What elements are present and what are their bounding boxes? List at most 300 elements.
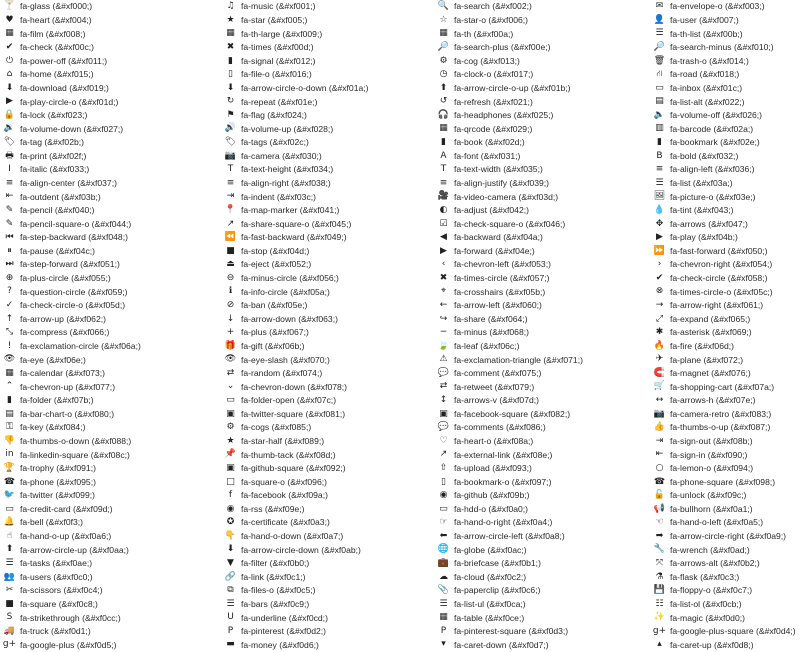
bar-chart-o-icon: ▤ bbox=[5, 408, 14, 419]
icon-entry bbox=[221, 244, 434, 258]
icon-entry bbox=[221, 41, 434, 55]
icon-entry bbox=[650, 353, 800, 367]
icon-entry bbox=[650, 570, 800, 584]
icon-entry bbox=[221, 530, 434, 544]
icon-label: fa-linkedin-square (&#xf08c;) bbox=[20, 449, 130, 460]
tags-icon: 🏷 bbox=[224, 137, 237, 148]
icon-label: fa-times (&#xf00d;) bbox=[241, 42, 314, 53]
icon-entry bbox=[221, 448, 434, 462]
icon-entry bbox=[434, 163, 650, 177]
icon-entry bbox=[221, 109, 434, 123]
icon-label: fa-exclamation-circle (&#xf06a;) bbox=[20, 340, 141, 351]
arrows-alt-icon: ⤧ bbox=[655, 557, 664, 568]
search-plus-icon: 🔎 bbox=[437, 42, 450, 53]
icon-label: fa-inbox (&#xf01c;) bbox=[670, 82, 743, 93]
icon-label: fa-cog (&#xf013;) bbox=[454, 55, 520, 66]
minus-circle-icon: ⊖ bbox=[226, 272, 235, 283]
truck-icon: 🚚 bbox=[3, 625, 16, 636]
icon-label: fa-calendar (&#xf073;) bbox=[20, 368, 106, 379]
adjust-icon: ◐ bbox=[439, 204, 448, 215]
icon-label: fa-times-circle (&#xf057;) bbox=[454, 273, 550, 284]
external-link-icon: ↗ bbox=[439, 449, 448, 460]
icon-entry bbox=[434, 190, 650, 204]
icon-label: fa-power-off (&#xf011;) bbox=[20, 55, 108, 66]
icon-label: fa-plus-circle (&#xf055;) bbox=[20, 273, 111, 284]
icon-entry bbox=[434, 54, 650, 68]
hand-o-left-icon: ☜ bbox=[655, 517, 664, 528]
icon-entry bbox=[434, 502, 650, 516]
icon-label: fa-trash-o (&#xf014;) bbox=[670, 55, 749, 66]
icon-label: fa-phone (&#xf095;) bbox=[20, 476, 96, 487]
list-ol-icon: ☷ bbox=[655, 598, 664, 609]
users-icon: 👥 bbox=[3, 571, 16, 582]
icon-label: fa-filter (&#xf0b0;) bbox=[241, 558, 310, 569]
arrow-circle-right-icon: ➡ bbox=[655, 530, 664, 541]
icon-entry bbox=[221, 543, 434, 557]
sign-in-icon: ⇤ bbox=[655, 449, 664, 460]
link-icon: 🔗 bbox=[224, 571, 237, 582]
icon-entry bbox=[221, 204, 434, 218]
icon-label: fa-retweet (&#xf079;) bbox=[454, 381, 535, 392]
icon-label: fa-tasks (&#xf0ae;) bbox=[20, 558, 93, 569]
icon-entry bbox=[650, 462, 800, 476]
eject-icon: ⏏ bbox=[226, 259, 235, 270]
power-off-icon: ⏻ bbox=[5, 55, 14, 66]
icon-entry bbox=[0, 516, 221, 530]
crosshairs-icon: ⌖ bbox=[440, 286, 447, 297]
twitter-icon: 🐦 bbox=[3, 490, 16, 501]
icon-label: fa-list (&#xf03a;) bbox=[670, 178, 733, 188]
road-icon: ⛙ bbox=[656, 69, 663, 80]
arrow-circle-left-icon: ⬅ bbox=[439, 530, 448, 541]
pencil-square-o-icon: ✎ bbox=[5, 218, 14, 229]
icon-label: fa-shopping-cart (&#xf07a;) bbox=[670, 381, 775, 392]
icon-label: fa-user (&#xf007;) bbox=[670, 15, 739, 26]
repeat-icon: ↻ bbox=[226, 96, 235, 107]
strikethrough-icon: S bbox=[6, 612, 13, 623]
icon-label: fa-pinterest (&#xf0d2;) bbox=[241, 626, 327, 637]
icon-entry bbox=[650, 244, 800, 258]
icon-label: fa-crosshairs (&#xf05b;) bbox=[454, 286, 546, 297]
icon-label: fa-check-square-o (&#xf046;) bbox=[454, 218, 566, 229]
icon-entry bbox=[221, 0, 434, 14]
icon-entry bbox=[434, 597, 650, 611]
icon-label: fa-book (&#xf02d;) bbox=[454, 137, 525, 148]
icon-label: fa-thumb-tack (&#xf08d;) bbox=[241, 449, 336, 460]
icon-label: fa-list-alt (&#xf022;) bbox=[670, 96, 745, 107]
icon-entry bbox=[650, 136, 800, 150]
icon-label: fa-eject (&#xf052;) bbox=[241, 259, 312, 270]
eye-icon: 👁 bbox=[3, 354, 16, 365]
icon-label: fa-google-plus-square (&#xf0d4;) bbox=[670, 626, 796, 637]
icon-label: fa-plus (&#xf067;) bbox=[241, 327, 309, 338]
icon-entry bbox=[0, 95, 221, 109]
google-plus-square-icon: g+ bbox=[652, 625, 667, 636]
icon-entry bbox=[434, 462, 650, 476]
icon-label: fa-exclamation-triangle (&#xf071;) bbox=[454, 354, 583, 365]
phone-square-icon: ☎ bbox=[653, 476, 666, 487]
icon-entry bbox=[650, 625, 800, 639]
icon-label: fa-pause (&#xf04c;) bbox=[20, 245, 95, 256]
check-square-o-icon: ☑ bbox=[439, 218, 448, 229]
icon-label: fa-facebook-square (&#xf082;) bbox=[454, 408, 571, 419]
volume-up-icon: 🔊 bbox=[224, 123, 237, 134]
icon-label: fa-globe (&#xf0ac;) bbox=[454, 544, 527, 555]
align-left-icon: ≡ bbox=[655, 164, 664, 175]
icon-label: fa-th-large (&#xf009;) bbox=[241, 28, 323, 39]
icon-entry bbox=[0, 41, 221, 55]
clock-o-icon: ◷ bbox=[439, 69, 448, 80]
icon-label: fa-truck (&#xf0d1;) bbox=[20, 626, 91, 637]
icon-label: fa-arrows (&#xf047;) bbox=[670, 218, 748, 229]
th-large-icon: ▦ bbox=[226, 28, 235, 39]
icon-entry bbox=[0, 353, 221, 367]
icon-label: fa-wrench (&#xf0ad;) bbox=[670, 544, 750, 555]
icon-entry bbox=[221, 380, 434, 394]
qrcode-icon: ▦ bbox=[439, 123, 448, 134]
icon-entry bbox=[434, 177, 650, 191]
pinterest-icon: P bbox=[227, 625, 234, 636]
glass-icon: 🍸 bbox=[3, 1, 16, 12]
icon-entry bbox=[650, 163, 800, 177]
icon-entry bbox=[434, 516, 650, 530]
icon-entry bbox=[221, 81, 434, 95]
hand-o-down-icon: 👇 bbox=[224, 530, 237, 541]
share-square-o-icon: ↗ bbox=[226, 218, 235, 229]
th-icon: ▦ bbox=[439, 28, 448, 39]
icon-label: fa-plane (&#xf072;) bbox=[670, 354, 744, 365]
icon-label: fa-thumbs-o-up (&#xf087;) bbox=[670, 422, 771, 433]
icon-label: fa-arrow-circle-right (&#xf0a9;) bbox=[670, 531, 787, 542]
icon-label: fa-folder (&#xf07b;) bbox=[20, 395, 94, 406]
icon-entry bbox=[650, 95, 800, 109]
icon-label: fa-info-circle (&#xf05a;) bbox=[241, 286, 330, 297]
font-icon: A bbox=[440, 150, 447, 161]
floppy-o-icon: 💾 bbox=[653, 585, 666, 596]
icon-entry bbox=[0, 149, 221, 163]
icon-entry bbox=[650, 231, 800, 245]
icon-entry bbox=[0, 625, 221, 639]
icon-label: fa-fast-backward (&#xf049;) bbox=[241, 232, 347, 243]
text-height-icon: T bbox=[227, 164, 234, 175]
icon-entry bbox=[434, 570, 650, 584]
square-icon: ■ bbox=[5, 598, 14, 609]
music-icon: ♫ bbox=[226, 1, 235, 12]
icon-entry bbox=[0, 557, 221, 571]
home-icon: ⌂ bbox=[6, 69, 13, 80]
icon-entry bbox=[434, 231, 650, 245]
icon-entry bbox=[650, 326, 800, 340]
filter-icon: ▼ bbox=[227, 557, 234, 568]
icon-entry bbox=[0, 0, 221, 14]
icon-entry bbox=[221, 489, 434, 503]
icon-entry bbox=[0, 475, 221, 489]
icon-label: fa-list-ul (&#xf0ca;) bbox=[454, 598, 526, 609]
icon-label: fa-glass (&#xf000;) bbox=[20, 1, 93, 12]
bell-icon: 🔔 bbox=[3, 517, 16, 528]
icon-entry bbox=[221, 394, 434, 408]
icon-entry bbox=[221, 557, 434, 571]
fast-backward-icon: ⏪ bbox=[224, 232, 237, 243]
icon-label: fa-github (&#xf09b;) bbox=[454, 490, 530, 501]
thumb-tack-icon: 📌 bbox=[224, 449, 237, 460]
icon-label: fa-hand-o-right (&#xf0a4;) bbox=[454, 517, 553, 528]
icon-entry bbox=[650, 380, 800, 394]
icon-label: fa-road (&#xf018;) bbox=[670, 69, 740, 80]
flask-icon: ⚗ bbox=[655, 571, 664, 582]
cog-icon: ⚙ bbox=[439, 55, 448, 66]
icon-label: fa-backward (&#xf04a;) bbox=[454, 232, 543, 243]
icon-label: fa-music (&#xf001;) bbox=[241, 1, 316, 12]
headphones-icon: 🎧 bbox=[437, 109, 450, 120]
icon-entry bbox=[434, 475, 650, 489]
icon-entry bbox=[650, 217, 800, 231]
github-square-icon: ▣ bbox=[226, 462, 235, 473]
icon-label: fa-arrows-h (&#xf07e;) bbox=[670, 395, 756, 406]
retweet-icon: ⇄ bbox=[439, 381, 448, 392]
icon-label: fa-heart (&#xf004;) bbox=[20, 15, 92, 26]
icon-entry bbox=[434, 435, 650, 449]
exclamation-circle-icon: ! bbox=[7, 340, 12, 351]
icon-label: fa-magic (&#xf0d0;) bbox=[670, 612, 745, 623]
pause-icon: ⏸ bbox=[7, 245, 12, 256]
icon-label: fa-flag (&#xf024;) bbox=[241, 110, 307, 121]
minus-icon: − bbox=[439, 327, 448, 338]
icon-entry bbox=[650, 584, 800, 598]
icon-entry bbox=[0, 81, 221, 95]
icon-entry bbox=[650, 285, 800, 299]
comments-icon: 💬 bbox=[437, 422, 450, 433]
icon-entry bbox=[434, 109, 650, 123]
icon-label: fa-fire (&#xf06d;) bbox=[670, 340, 734, 351]
icon-entry bbox=[434, 421, 650, 435]
icon-entry bbox=[434, 285, 650, 299]
chevron-left-icon: ‹ bbox=[441, 259, 446, 270]
icon-entry bbox=[434, 299, 650, 313]
icon-label: fa-video-camera (&#xf03d;) bbox=[454, 191, 559, 202]
icon-label: fa-envelope-o (&#xf003;) bbox=[670, 1, 765, 12]
icon-entry bbox=[650, 258, 800, 272]
icon-entry bbox=[221, 516, 434, 530]
icon-label: fa-table (&#xf0ce;) bbox=[454, 612, 525, 623]
volume-off-icon: 🔈 bbox=[653, 109, 666, 120]
icon-label: fa-caret-down (&#xf0d7;) bbox=[454, 639, 549, 650]
icon-label: fa-magnet (&#xf076;) bbox=[670, 368, 751, 379]
icon-entry bbox=[221, 14, 434, 28]
heart-icon: ♥ bbox=[5, 14, 14, 25]
ban-icon: ⊘ bbox=[226, 300, 235, 310]
icon-label: fa-question-circle (&#xf059;) bbox=[20, 286, 128, 297]
icon-label: fa-star-o (&#xf006;) bbox=[454, 15, 529, 26]
icon-entry bbox=[650, 0, 800, 14]
icon-entry bbox=[434, 448, 650, 462]
icon-entry bbox=[434, 543, 650, 557]
italic-icon: I bbox=[8, 164, 11, 175]
icon-entry bbox=[650, 339, 800, 353]
compress-icon: ⤡ bbox=[5, 327, 14, 338]
key-icon: ⚿ bbox=[6, 422, 13, 433]
icon-label: fa-step-backward (&#xf048;) bbox=[20, 232, 128, 243]
icon-entry bbox=[434, 204, 650, 218]
icon-label: fa-hdd-o (&#xf0a0;) bbox=[454, 503, 529, 514]
book-icon: ▮ bbox=[441, 137, 446, 148]
icon-label: fa-print (&#xf02f;) bbox=[20, 150, 87, 161]
icon-entry bbox=[221, 435, 434, 449]
icon-label: fa-arrow-up (&#xf062;) bbox=[20, 313, 106, 324]
icon-entry bbox=[650, 435, 800, 449]
icon-entry bbox=[434, 394, 650, 408]
icon-entry bbox=[650, 177, 800, 191]
icon-label: fa-arrow-circle-o-up (&#xf01b;) bbox=[454, 82, 571, 93]
icon-label: fa-hand-o-down (&#xf0a7;) bbox=[241, 531, 344, 542]
film-icon: ▦ bbox=[5, 28, 14, 39]
icon-entry bbox=[0, 570, 221, 584]
icon-label: fa-fast-forward (&#xf050;) bbox=[670, 245, 768, 256]
list-ul-icon: ☰ bbox=[439, 598, 448, 609]
wrench-icon: 🔧 bbox=[653, 544, 666, 555]
icon-entry bbox=[434, 272, 650, 286]
download-icon: ⬇ bbox=[5, 82, 14, 93]
icon-label: fa-share (&#xf064;) bbox=[454, 313, 528, 324]
icon-entry bbox=[650, 204, 800, 218]
icon-entry bbox=[434, 95, 650, 109]
icon-entry bbox=[650, 489, 800, 503]
folder-open-icon: ▭ bbox=[226, 395, 235, 406]
icon-label: fa-search-plus (&#xf00e;) bbox=[454, 42, 551, 53]
icon-label: fa-chevron-down (&#xf078;) bbox=[241, 381, 348, 392]
arrow-down-icon: ↓ bbox=[226, 313, 235, 324]
icon-entry bbox=[434, 81, 650, 95]
icon-entry bbox=[221, 584, 434, 598]
icon-label: fa-arrow-right (&#xf061;) bbox=[670, 300, 764, 311]
files-o-icon: ⧉ bbox=[227, 585, 234, 596]
bars-icon: ☰ bbox=[226, 598, 235, 609]
paperclip-icon: 📎 bbox=[437, 585, 450, 596]
arrows-icon: ✥ bbox=[655, 218, 664, 229]
icon-entry bbox=[0, 177, 221, 191]
icon-label: fa-compress (&#xf066;) bbox=[20, 327, 110, 338]
icon-label: fa-text-height (&#xf034;) bbox=[241, 164, 334, 175]
icon-label: fa-align-justify (&#xf039;) bbox=[454, 178, 550, 188]
icon-entry bbox=[0, 448, 221, 462]
icon-label: fa-search-minus (&#xf010;) bbox=[670, 42, 774, 53]
magic-icon: ✨ bbox=[653, 612, 666, 623]
icon-label: fa-briefcase (&#xf0b1;) bbox=[454, 558, 541, 569]
icon-entry bbox=[221, 611, 434, 625]
icon-entry bbox=[0, 502, 221, 516]
icon-label: fa-volume-off (&#xf026;) bbox=[670, 110, 763, 121]
backward-icon: ◀ bbox=[440, 232, 447, 243]
icon-label: fa-random (&#xf074;) bbox=[241, 368, 323, 379]
cloud-icon: ☁ bbox=[439, 571, 448, 582]
icon-label: fa-flask (&#xf0c3;) bbox=[670, 571, 740, 582]
hand-o-up-icon: ☝ bbox=[6, 530, 13, 541]
icon-label: fa-adjust (&#xf042;) bbox=[454, 205, 529, 216]
unlock-icon: 🔓 bbox=[653, 490, 666, 501]
text-width-icon: T bbox=[440, 164, 447, 175]
icon-entry bbox=[0, 611, 221, 625]
icon-label: fa-bell (&#xf0f3;) bbox=[20, 517, 84, 528]
star-half-icon: ★ bbox=[226, 435, 235, 446]
table-icon: ▦ bbox=[439, 612, 448, 623]
icon-entry bbox=[650, 597, 800, 611]
icon-entry bbox=[221, 177, 434, 191]
icon-entry bbox=[221, 68, 434, 82]
icon-entry bbox=[434, 489, 650, 503]
icon-entry bbox=[650, 502, 800, 516]
icon-entry bbox=[0, 597, 221, 611]
icon-entry bbox=[650, 394, 800, 408]
icon-entry bbox=[0, 136, 221, 150]
icon-label: fa-strikethrough (&#xf0cc;) bbox=[20, 612, 121, 623]
map-marker-icon: 📍 bbox=[224, 204, 237, 215]
icon-entry bbox=[221, 326, 434, 340]
icon-label: fa-th (&#xf00a;) bbox=[454, 28, 514, 39]
icon-label: fa-cloud (&#xf0c2;) bbox=[454, 571, 527, 582]
phone-icon: ☎ bbox=[3, 476, 16, 487]
icon-label: fa-eye (&#xf06e;) bbox=[20, 354, 86, 365]
calendar-icon: ▦ bbox=[5, 367, 14, 378]
arrow-circle-o-up-icon: ⬆ bbox=[439, 82, 448, 93]
icon-entry bbox=[0, 435, 221, 449]
arrow-up-icon: ↑ bbox=[5, 313, 14, 324]
icon-label: fa-file-o (&#xf016;) bbox=[241, 69, 312, 80]
icon-label: fa-pencil (&#xf040;) bbox=[20, 205, 95, 216]
icon-entry bbox=[0, 421, 221, 435]
icon-entry bbox=[221, 258, 434, 272]
icon-label: fa-chevron-right (&#xf054;) bbox=[670, 259, 773, 270]
icon-entry bbox=[434, 326, 650, 340]
times-icon: ✖ bbox=[226, 42, 235, 53]
stop-icon: ■ bbox=[226, 245, 235, 256]
hdd-o-icon: ▭ bbox=[439, 503, 448, 514]
icon-label: fa-arrow-circle-o-down (&#xf01a;) bbox=[241, 82, 369, 93]
icon-entry bbox=[0, 258, 221, 272]
icon-label: fa-star-half (&#xf089;) bbox=[241, 435, 325, 446]
icon-entry bbox=[434, 380, 650, 394]
icon-label: fa-square (&#xf0c8;) bbox=[20, 598, 98, 609]
plus-circle-icon: ⊕ bbox=[5, 272, 14, 283]
icon-entry bbox=[650, 407, 800, 421]
icon-label: fa-twitter (&#xf099;) bbox=[20, 490, 95, 501]
bold-icon: B bbox=[656, 150, 663, 161]
icon-entry bbox=[434, 367, 650, 381]
icon-label: fa-square-o (&#xf096;) bbox=[241, 476, 327, 487]
fast-forward-icon: ⏩ bbox=[653, 245, 666, 256]
icon-entry bbox=[650, 611, 800, 625]
icon-entry bbox=[650, 190, 800, 204]
icon-entry bbox=[650, 557, 800, 571]
icon-entry bbox=[221, 190, 434, 204]
icon-label: fa-unlock (&#xf09c;) bbox=[670, 490, 747, 501]
camera-icon: 📷 bbox=[224, 150, 237, 161]
icon-entry bbox=[434, 136, 650, 150]
icon-label: fa-scissors (&#xf0c4;) bbox=[20, 585, 103, 596]
icon-entry bbox=[0, 272, 221, 286]
icon-label: fa-stop (&#xf04d;) bbox=[241, 245, 310, 256]
icon-entry bbox=[221, 475, 434, 489]
icon-entry bbox=[221, 136, 434, 150]
icon-entry bbox=[221, 312, 434, 326]
icon-entry bbox=[0, 122, 221, 136]
icon-label: fa-star (&#xf005;) bbox=[241, 15, 308, 26]
icon-label: fa-share-square-o (&#xf045;) bbox=[241, 218, 352, 229]
bookmark-icon: ▮ bbox=[657, 137, 662, 148]
hand-o-right-icon: ☞ bbox=[439, 517, 448, 528]
icon-entry bbox=[221, 462, 434, 476]
shopping-cart-icon: 🛒 bbox=[653, 381, 666, 392]
user-icon: 👤 bbox=[653, 14, 666, 25]
